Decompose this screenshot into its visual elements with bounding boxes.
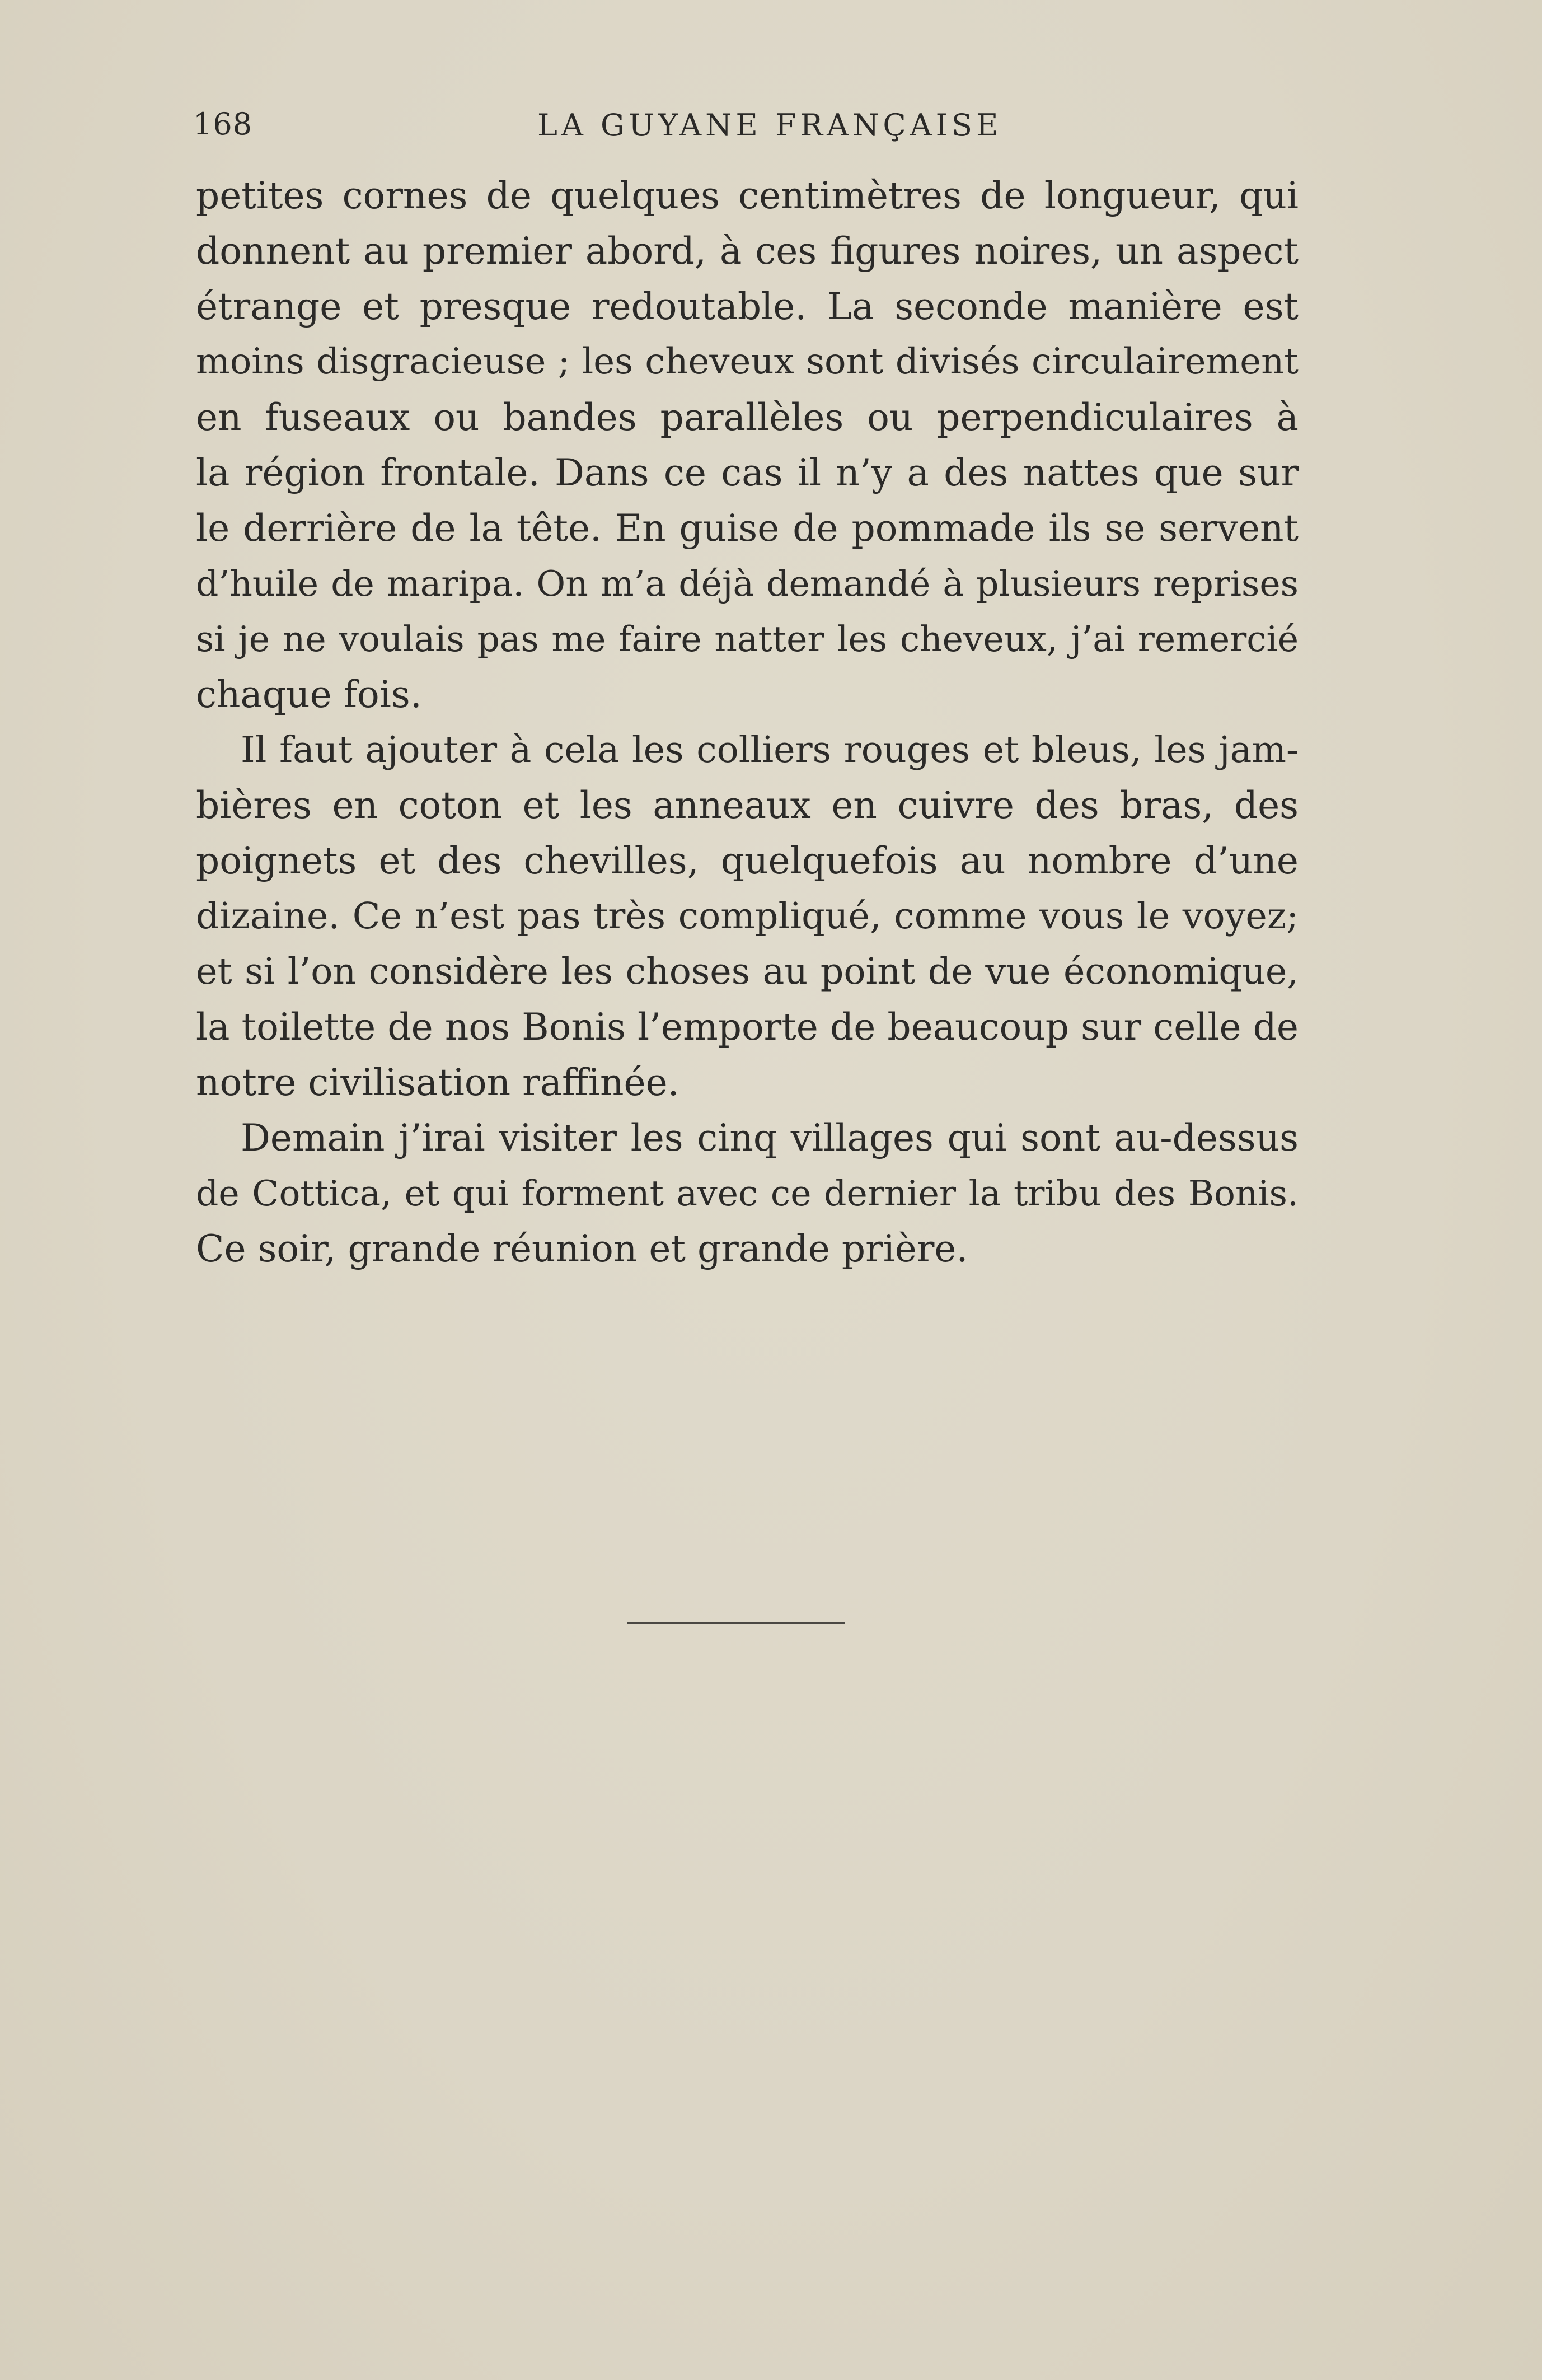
text-line: petites cornes de quelques centimètres de longueur, qui (196, 174, 1299, 217)
text-line: d’huile de maripa. On m’a déjà demandé à plusieurs reprises (196, 563, 1299, 604)
text-line: dizaine. Ce n’est pas très compliqué, comme vous le voyez; (196, 895, 1299, 937)
paragraph-3 (196, 1110, 1299, 1276)
section-end-rule (627, 1622, 845, 1624)
text-line: Demain j’irai visiter les cinq villages qui sont au-dessus (241, 1116, 1299, 1159)
text-line: en fuseaux ou bandes parallèles ou perpendiculaires à (196, 396, 1299, 439)
running-title: LA GUYANE FRANÇAISE (537, 107, 1002, 143)
text-line: moins disgracieuse ; les cheveux sont divisés circulairement (196, 341, 1299, 382)
text-line: donnent au premier abord, à ces figures noires, un aspect (196, 230, 1299, 273)
text-line: si je ne voulais pas me faire natter les cheveux, j’ai remercié (196, 619, 1299, 660)
text-line: poignets et des chevilles, quelquefois au nombre d’une (196, 839, 1299, 882)
page-header (193, 106, 1296, 151)
paragraph-1 (196, 168, 1299, 722)
text-line: notre civilisation raffinée. (196, 1061, 679, 1104)
text-line: Ce soir, grande réunion et grande prière. (196, 1227, 968, 1270)
text-line: chaque fois. (196, 673, 422, 716)
body-text (196, 168, 1299, 1276)
text-line: la région frontale. Dans ce cas il n’y a des nattes que sur (196, 451, 1299, 494)
text-line: de Cottica, et qui forment avec ce dernier la tribu des Bonis. (196, 1173, 1299, 1214)
text-line: la toilette de nos Bonis l’emporte de beaucoup sur celle de (196, 1006, 1299, 1049)
text-line: et si l’on considère les choses au point de vue économique, (196, 951, 1299, 993)
text-line: étrange et presque redoutable. La seconde manière est (196, 285, 1299, 328)
text-line: Il faut ajouter à cela les colliers rouges et bleus, les jam- (241, 729, 1299, 771)
text-line: le derrière de la tête. En guise de pommade ils se servent (196, 507, 1299, 550)
text-line: bières en coton et les anneaux en cuivre des bras, des (196, 784, 1299, 827)
page-number: 168 (193, 106, 253, 142)
paragraph-2 (196, 722, 1299, 1110)
